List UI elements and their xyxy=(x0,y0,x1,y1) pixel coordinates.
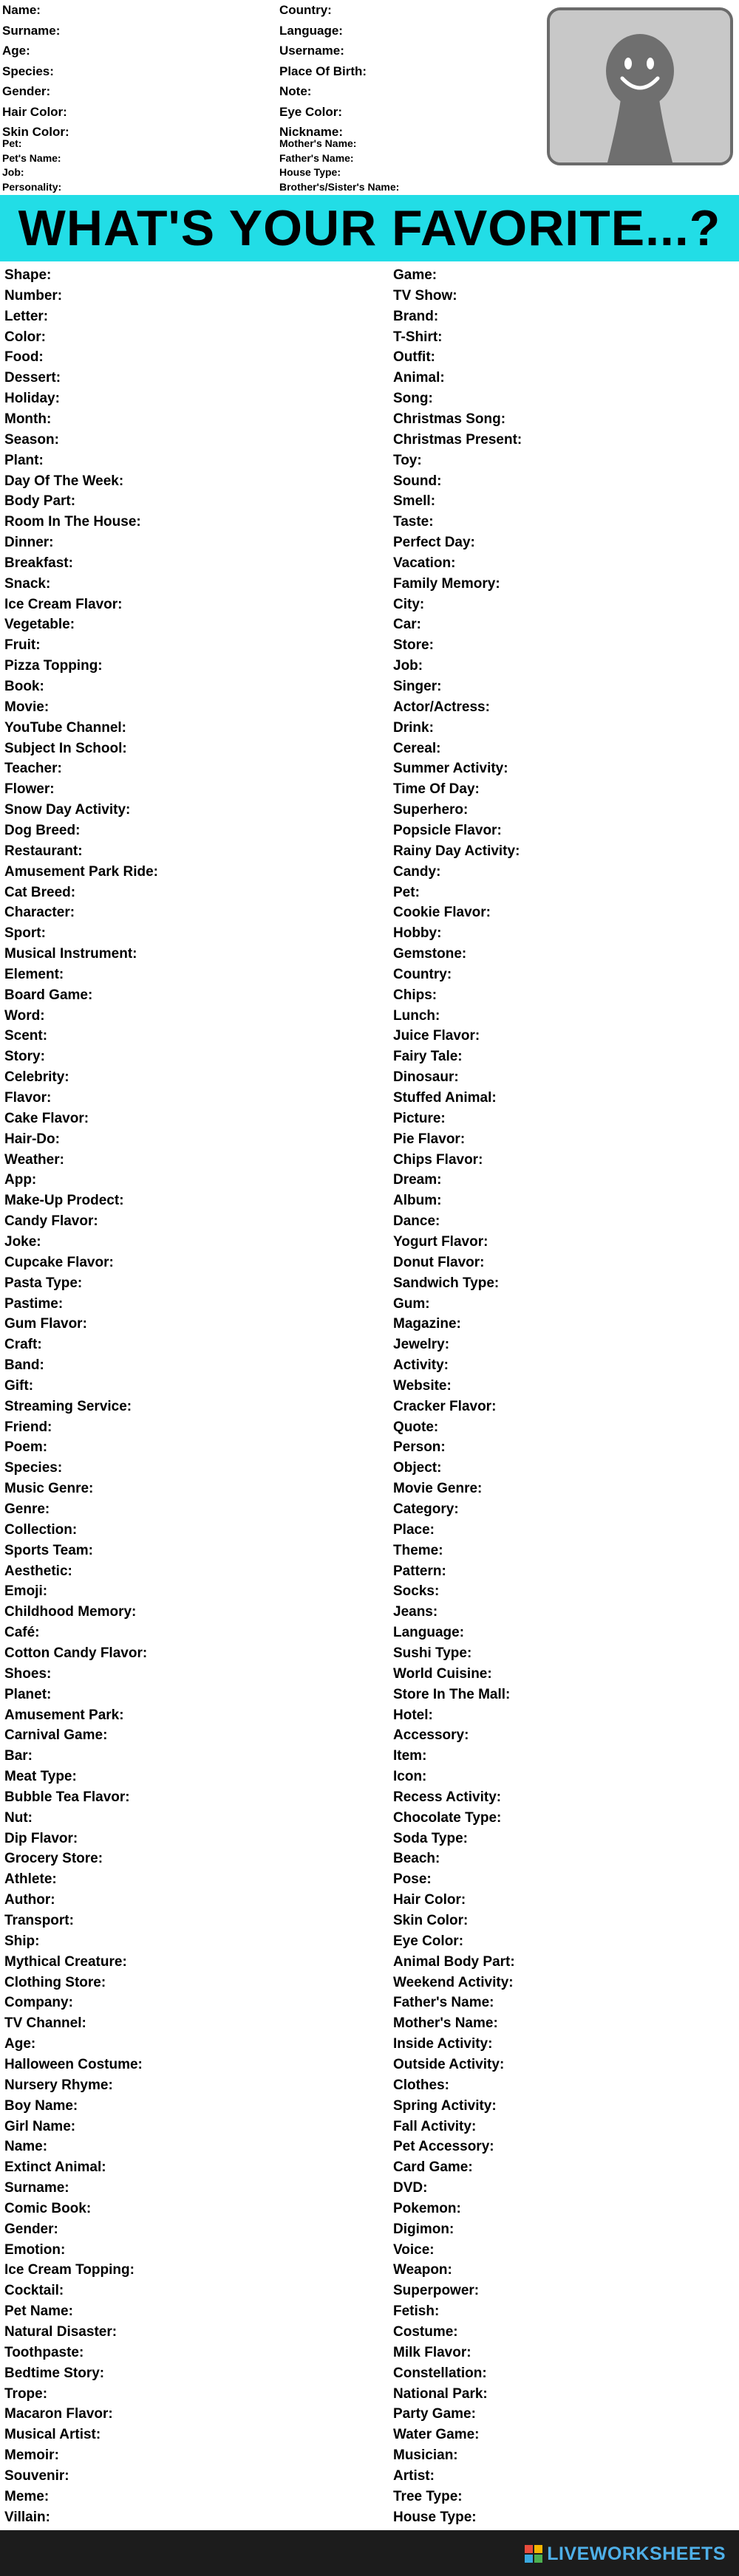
favorite-item-label: Day Of The Week: xyxy=(4,473,124,489)
favorite-item-label: Subject In School: xyxy=(4,740,127,756)
favorite-item-label: Perfect Day: xyxy=(393,535,475,551)
favorite-item-label: Bedtime Story: xyxy=(4,2365,105,2381)
footer-logo[interactable] xyxy=(525,2544,726,2564)
favorite-item-label: Gum: xyxy=(393,1295,430,1312)
favorite-item-label: Popsicle Flavor: xyxy=(393,822,502,838)
favorite-item-label: Friend: xyxy=(4,1419,52,1435)
favorite-item-label: Sports Team: xyxy=(4,1542,94,1558)
favorite-item-label: Cat Breed: xyxy=(4,884,76,900)
favorite-item-label: Pose: xyxy=(393,1871,432,1888)
favorite-item-label: Theme: xyxy=(393,1542,443,1558)
favorite-item-label: Comic Book: xyxy=(4,2200,92,2216)
favorite-item-label: Girl Name: xyxy=(4,2118,76,2134)
favorite-item-label: Company: xyxy=(4,1995,73,2011)
favorite-item-label: Fall Activity: xyxy=(393,2118,477,2134)
favorite-item-label: Chocolate Type: xyxy=(393,1809,502,1826)
favorite-item-label: Soda Type: xyxy=(393,1830,468,1846)
favorite-item-label: Halloween Costume: xyxy=(4,2056,143,2072)
favorite-item-label: Toothpaste: xyxy=(4,2344,84,2360)
favorite-item-label: Father's Name: xyxy=(393,1995,494,2011)
favorite-item-label: Flavor: xyxy=(4,1090,52,1106)
favorite-item-label: Eye Color: xyxy=(393,1933,464,1949)
favorite-item-label: Gum Flavor: xyxy=(4,1316,87,1332)
favorite-item-label: Recess Activity: xyxy=(393,1789,502,1805)
favorite-item-label: Letter: xyxy=(4,308,49,324)
favorite-item-label: Musical Instrument: xyxy=(4,946,137,962)
favorite-item-label: Extinct Animal: xyxy=(4,2159,106,2176)
favorite-item-label: Bar: xyxy=(4,1748,33,1764)
favorite-item-label: Pet: xyxy=(393,884,420,900)
profile-field-label: House Type: xyxy=(279,166,341,178)
favorite-item-label: Fairy Tale: xyxy=(393,1049,463,1065)
favorite-item-label: Collection: xyxy=(4,1521,78,1538)
favorite-item-label: Animal Body Part: xyxy=(393,1953,515,1970)
favorite-item-label: Weather: xyxy=(4,1151,64,1168)
profile-field-label: Gender: xyxy=(2,84,51,98)
favorite-item-label: Trope: xyxy=(4,2385,48,2402)
favorite-item-label: Ship: xyxy=(4,1933,40,1949)
favorite-item-label: Weekend Activity: xyxy=(393,1974,514,1990)
favorite-item-label: Holiday: xyxy=(4,391,60,407)
favorite-item-label: Gemstone: xyxy=(393,946,467,962)
favorite-item-label: Superhero: xyxy=(393,802,469,818)
favorite-item-label: Dinner: xyxy=(4,535,54,551)
profile-field-label: Mother's Name: xyxy=(279,137,357,149)
favorite-item-label: Dog Breed: xyxy=(4,822,81,838)
favorite-item-label: Store In The Mall: xyxy=(393,1686,511,1702)
favorite-item-label: Sound: xyxy=(393,473,442,489)
favorite-item-label: Song: xyxy=(393,391,433,407)
favorite-item-label: Musician: xyxy=(393,2447,458,2464)
favorite-item-label: Digimon: xyxy=(393,2221,454,2237)
favorite-item-label: Card Game: xyxy=(393,2159,473,2176)
favorite-item-label: Shape: xyxy=(4,267,52,283)
favorite-item-label: Hair-Do: xyxy=(4,1131,60,1147)
favorite-item-label: Grocery Store: xyxy=(4,1851,103,1867)
favorite-item-label: Emotion: xyxy=(4,2241,66,2258)
favorite-item-label: Language: xyxy=(393,1625,465,1641)
favorite-item-label: Skin Color: xyxy=(393,1913,469,1928)
favorite-item-label: Emoji: xyxy=(4,1583,48,1600)
favorite-item-label: Breakfast: xyxy=(4,555,73,571)
favorite-item-label: Accessory: xyxy=(393,1727,469,1744)
favorite-item-label: Natural Disaster: xyxy=(4,2324,118,2340)
favorite-item-label: Species: xyxy=(4,1460,63,1476)
favorite-item-label: Country: xyxy=(393,966,452,982)
favorite-item-label: Cereal: xyxy=(393,740,441,756)
profile-field-label: Name: xyxy=(2,3,41,17)
favorite-item-label: Plant: xyxy=(4,452,44,468)
favorite-item-label: Milk Flavor: xyxy=(393,2344,471,2360)
favorite-item-label: Drink: xyxy=(393,719,434,736)
favorite-item-label: Candy: xyxy=(393,863,441,880)
favorite-item-label: Smell: xyxy=(393,493,436,510)
favorite-item-label: Magazine: xyxy=(393,1316,461,1332)
favorite-item-label: National Park: xyxy=(393,2385,488,2402)
favorite-item-label: Aesthetic: xyxy=(4,1563,72,1579)
profile-field-label: Species: xyxy=(2,64,54,78)
favorite-item-label: Lunch: xyxy=(393,1007,440,1024)
profile-field-label: Language: xyxy=(279,23,343,38)
favorite-item-label: Cracker Flavor: xyxy=(393,1398,497,1414)
favorite-item-label: Shoes: xyxy=(4,1665,52,1682)
favorite-item-label: Music Genre: xyxy=(4,1481,94,1497)
favorite-item-label: Sport: xyxy=(4,925,46,942)
favorite-item-label: Pattern: xyxy=(393,1563,446,1579)
favorite-item-label: Cotton Candy Flavor: xyxy=(4,1645,148,1661)
favorite-item-label: Pet Name: xyxy=(4,2303,73,2320)
favorite-item-label: Carnival Game: xyxy=(4,1727,108,1744)
favorite-item-label: Toy: xyxy=(393,452,422,468)
favorite-item-label: Teacher: xyxy=(4,761,62,777)
favorite-item-label: Spring Activity: xyxy=(393,2097,497,2114)
favorite-item-label: Craft: xyxy=(4,1337,42,1353)
favorite-item-label: Villain: xyxy=(4,2509,50,2525)
favorite-item-label: Category: xyxy=(393,1501,459,1517)
favorite-item-label: Dip Flavor: xyxy=(4,1830,78,1846)
favorite-item-label: Fruit: xyxy=(4,637,41,654)
favorite-item-label: City: xyxy=(393,596,425,612)
favorite-item-label: Gift: xyxy=(4,1377,34,1394)
favorite-item-label: Superpower: xyxy=(393,2283,480,2299)
favorite-item-label: Author: xyxy=(4,1892,55,1908)
favorite-item-label: Dream: xyxy=(393,1172,442,1188)
favorite-item-label: App: xyxy=(4,1172,37,1188)
favorite-item-label: Activity: xyxy=(393,1357,449,1374)
favorite-item-label: Scent: xyxy=(4,1028,48,1044)
favorite-item-label: Clothes: xyxy=(393,2077,449,2093)
favorite-item-label: Family Memory: xyxy=(393,575,500,592)
favorite-item-label: Transport: xyxy=(4,1913,74,1928)
favorite-item-label: Number: xyxy=(4,287,63,304)
profile-field-label: Brother's/Sister's Name: xyxy=(279,180,400,193)
profile-field-label: Eye Color: xyxy=(279,104,343,119)
favorite-item-label: Item: xyxy=(393,1748,427,1764)
favorite-item-label: Snow Day Activity: xyxy=(4,802,131,818)
favorite-item-label: YouTube Channel: xyxy=(4,719,127,736)
favorite-item-label: Website: xyxy=(393,1377,452,1394)
favorite-item-label: Macaron Flavor: xyxy=(4,2406,113,2422)
footer-logo-text: LIVEWORKSHEETS xyxy=(547,2543,726,2564)
favorite-item-label: Board Game: xyxy=(4,987,93,1003)
favorite-item-label: Album: xyxy=(393,1193,442,1209)
favorites-banner xyxy=(0,195,739,261)
avatar-frame xyxy=(547,7,733,165)
favorite-item-label: Game: xyxy=(393,267,437,283)
favorite-item-label: Childhood Memory: xyxy=(4,1604,137,1620)
favorite-item-label: Pet Accessory: xyxy=(393,2139,494,2155)
favorite-item-label: Surname: xyxy=(4,2180,69,2196)
favorite-item-label: Fetish: xyxy=(393,2303,440,2320)
favorite-item-label: Memoir: xyxy=(4,2447,59,2464)
favorite-item-label: Christmas Song: xyxy=(393,411,506,427)
favorite-item-label: Name: xyxy=(4,2139,48,2155)
favorite-item-label: Vegetable: xyxy=(4,617,75,633)
favorite-item-label: Pokemon: xyxy=(393,2200,461,2216)
favorite-item-label: Ice Cream Flavor: xyxy=(4,596,123,612)
favorite-item-label: Summer Activity: xyxy=(393,761,508,777)
favorite-item-label: Souvenir: xyxy=(4,2467,69,2484)
favorite-item-label: Christmas Present: xyxy=(393,431,522,448)
favorite-item-label: Poem: xyxy=(4,1439,48,1456)
favorite-item-label: Inside Activity: xyxy=(393,2036,493,2052)
footer-bar xyxy=(0,2530,739,2576)
favorite-item-label: House Type: xyxy=(393,2509,477,2525)
favorite-item-label: Book: xyxy=(4,679,44,694)
favorite-item-label: Outfit: xyxy=(393,349,435,366)
favorite-item-label: Rainy Day Activity: xyxy=(393,843,520,859)
favorite-item-label: Joke: xyxy=(4,1233,41,1250)
favorite-item-label: Pasta Type: xyxy=(4,1275,83,1291)
favorite-item-label: Jeans: xyxy=(393,1604,438,1620)
favorite-item-label: Party Game: xyxy=(393,2406,476,2422)
favorite-item-label: Gender: xyxy=(4,2221,58,2237)
favorite-item-label: Celebrity: xyxy=(4,1069,69,1086)
favorite-item-label: Stuffed Animal: xyxy=(393,1090,497,1106)
favorite-item-label: Band: xyxy=(4,1357,44,1374)
profile-field-label: Username: xyxy=(279,44,344,58)
favorite-item-label: Cocktail: xyxy=(4,2283,64,2299)
profile-field-label: Place Of Birth: xyxy=(279,64,367,78)
favorite-item-label: Ice Cream Topping: xyxy=(4,2262,134,2278)
favorite-item-label: World Cuisine: xyxy=(393,1665,492,1682)
favorite-item-label: Bubble Tea Flavor: xyxy=(4,1789,130,1805)
profile-field-label: Pet's Name: xyxy=(2,151,61,164)
favorite-item-label: TV Channel: xyxy=(4,2015,86,2032)
profile-field-label: Country: xyxy=(279,3,332,17)
favorite-item-label: Dinosaur: xyxy=(393,1069,459,1086)
favorite-item-label: Outside Activity: xyxy=(393,2056,505,2072)
profile-field-label: Job: xyxy=(2,166,24,178)
favorite-item-label: Cupcake Flavor: xyxy=(4,1254,114,1270)
profile-field-label: Father's Name: xyxy=(279,151,354,164)
profile-field-label: Personality: xyxy=(2,180,62,193)
favorite-item-label: Color: xyxy=(4,329,46,345)
favorite-item-label: Restaurant: xyxy=(4,843,83,859)
profile-field-label: Pet: xyxy=(2,137,22,149)
favorite-item-label: Movie Genre: xyxy=(393,1481,483,1497)
favorite-item-label: Juice Flavor: xyxy=(393,1028,480,1044)
favorite-item-label: Body Part: xyxy=(4,493,76,510)
favorite-item-label: Candy Flavor: xyxy=(4,1213,98,1230)
favorite-item-label: Car: xyxy=(393,617,422,633)
favorite-item-label: Character: xyxy=(4,905,75,921)
favorite-item-label: Clothing Store: xyxy=(4,1974,106,1990)
favorite-item-label: Cookie Flavor: xyxy=(393,905,491,921)
favorite-item-label: Dance: xyxy=(393,1213,440,1230)
favorite-item-label: Animal: xyxy=(393,370,445,386)
favorite-item-label: Story: xyxy=(4,1049,45,1065)
favorite-item-label: Word: xyxy=(4,1007,45,1024)
favorite-item-label: Nut: xyxy=(4,1809,33,1826)
favorite-item-label: Hotel: xyxy=(393,1707,433,1723)
favorite-item-label: DVD: xyxy=(393,2180,428,2196)
favorite-item-label: Season: xyxy=(4,431,59,448)
favorite-item-label: Meme: xyxy=(4,2488,50,2504)
favorite-item-label: Hobby: xyxy=(393,925,442,942)
favorite-item-label: Month: xyxy=(4,411,52,427)
favorite-item-label: Planet: xyxy=(4,1686,52,1702)
favorite-item-label: Dessert: xyxy=(4,370,61,386)
favorite-item-label: Time Of Day: xyxy=(393,781,480,798)
banner-title: WHAT'S YOUR FAVORITE...? xyxy=(18,200,721,256)
favorite-item-label: T-Shirt: xyxy=(393,329,443,345)
favorite-item-label: Snack: xyxy=(4,575,51,592)
favorite-item-label: Beach: xyxy=(393,1851,440,1867)
favorite-item-label: Voice: xyxy=(393,2241,435,2258)
favorite-item-label: Café: xyxy=(4,1625,40,1641)
favorite-item-label: Object: xyxy=(393,1460,442,1476)
favorite-item-label: Water Game: xyxy=(393,2427,480,2443)
avatar-drawing-icon xyxy=(550,10,730,162)
favorite-item-label: Socks: xyxy=(393,1583,440,1600)
profile-field-label: Nickname: xyxy=(279,125,343,139)
favorite-item-label: Pastime: xyxy=(4,1295,64,1312)
profile-field-label: Skin Color: xyxy=(2,125,69,139)
favorite-item-label: Chips: xyxy=(393,987,437,1003)
favorite-item-label: Boy Name: xyxy=(4,2097,78,2114)
favorite-item-label: Nursery Rhyme: xyxy=(4,2077,113,2093)
favorite-item-label: Food: xyxy=(4,349,44,366)
profile-field-label: Hair Color: xyxy=(2,104,67,119)
favorite-item-label: Costume: xyxy=(393,2324,458,2340)
favorite-item-label: Chips Flavor: xyxy=(393,1151,483,1168)
favorite-item-label: Sushi Type: xyxy=(393,1645,472,1661)
favorite-item-label: Meat Type: xyxy=(4,1769,77,1785)
favorite-item-label: Actor/Actress: xyxy=(393,699,490,715)
favorite-item-label: Artist: xyxy=(393,2467,435,2484)
profile-field-label: Note: xyxy=(279,84,312,98)
favorite-item-label: Movie: xyxy=(4,699,50,715)
favorite-item-label: Amusement Park Ride: xyxy=(4,863,159,880)
favorite-item-label: Make-Up Prodect: xyxy=(4,1193,124,1209)
favorite-item-label: Element: xyxy=(4,966,64,982)
favorite-item-label: Flower: xyxy=(4,781,55,798)
favorite-item-label: TV Show: xyxy=(393,287,457,304)
profile-field-label: Age: xyxy=(2,44,30,58)
favorite-item-label: Quote: xyxy=(393,1419,439,1435)
profile-field-label: Surname: xyxy=(2,23,61,38)
favorite-item-label: Taste: xyxy=(393,514,434,530)
favorite-item-label: Pizza Topping: xyxy=(4,658,103,674)
favorite-item-label: Amusement Park: xyxy=(4,1707,124,1723)
favorite-item-label: Singer: xyxy=(393,679,442,694)
favorite-item-label: Brand: xyxy=(393,308,439,324)
favorite-item-label: Hair Color: xyxy=(393,1892,466,1908)
favorite-item-label: Sandwich Type: xyxy=(393,1275,500,1291)
favorite-item-label: Icon: xyxy=(393,1769,427,1785)
favorite-item-label: Mother's Name: xyxy=(393,2015,498,2032)
favorite-item-label: Donut Flavor: xyxy=(393,1254,485,1270)
favorite-item-label: Picture: xyxy=(393,1110,446,1126)
favorite-item-label: Athlete: xyxy=(4,1871,57,1888)
favorite-item-label: Streaming Service: xyxy=(4,1398,132,1414)
favorite-item-label: Place: xyxy=(393,1521,435,1538)
favorite-item-label: Tree Type: xyxy=(393,2488,463,2504)
favorite-item-label: Job: xyxy=(393,658,423,674)
favorite-item-label: Age: xyxy=(4,2036,36,2052)
favorite-item-label: Person: xyxy=(393,1439,446,1456)
favorite-item-label: Jewelry: xyxy=(393,1337,450,1353)
favorite-item-label: Cake Flavor: xyxy=(4,1110,89,1126)
liveworksheets-logo-icon xyxy=(525,2545,542,2563)
favorite-item-label: Weapon: xyxy=(393,2262,452,2278)
favorite-item-label: Store: xyxy=(393,637,434,654)
favorite-item-label: Vacation: xyxy=(393,555,456,571)
favorite-item-label: Musical Artist: xyxy=(4,2427,101,2443)
favorite-item-label: Mythical Creature: xyxy=(4,1953,127,1970)
favorite-item-label: Room In The House: xyxy=(4,514,141,530)
favorite-item-label: Pie Flavor: xyxy=(393,1131,466,1147)
favorite-item-label: Genre: xyxy=(4,1501,50,1517)
favorite-item-label: Constellation: xyxy=(393,2365,487,2381)
favorite-item-label: Yogurt Flavor: xyxy=(393,1233,488,1250)
